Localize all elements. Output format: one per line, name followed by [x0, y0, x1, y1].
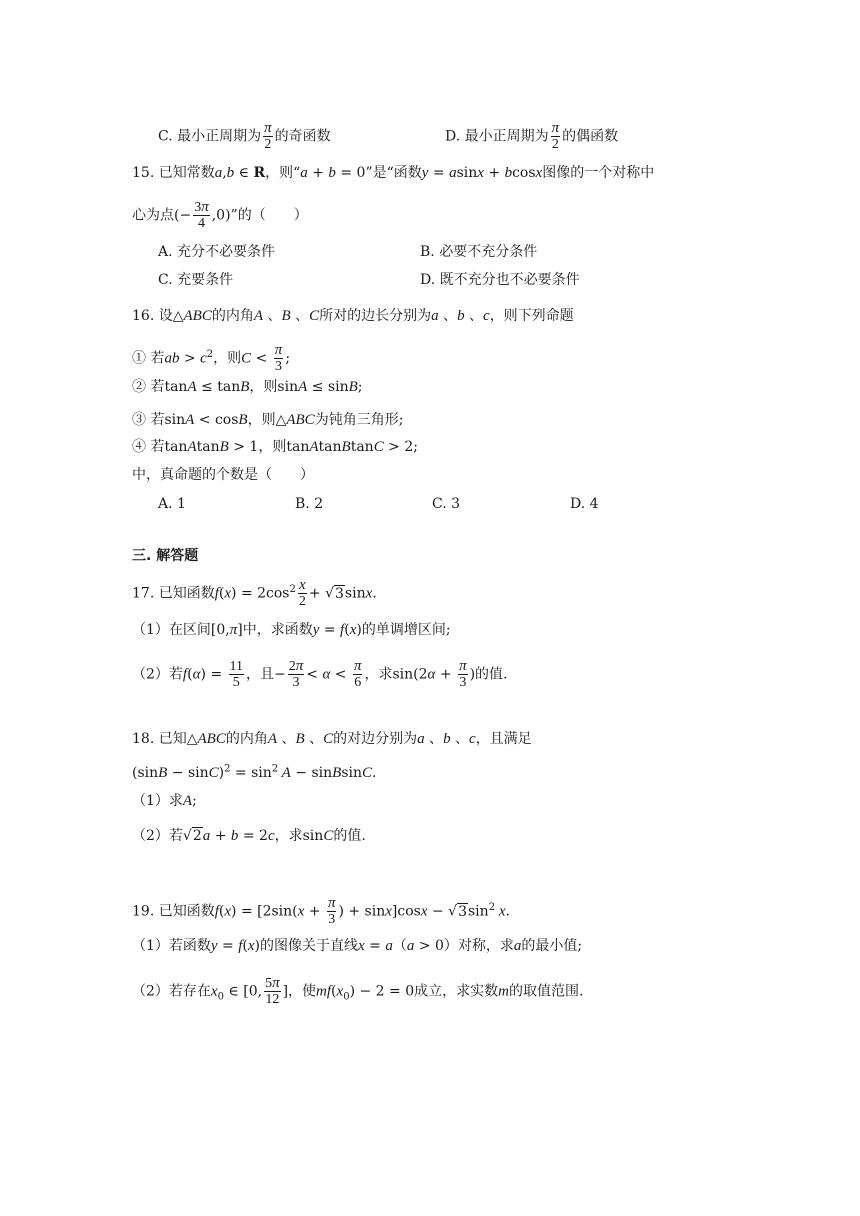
fraction: $\frac{2\pi}{3}$: [288, 658, 304, 690]
q18-text-4: ，且满足: [475, 731, 532, 747]
q14-option-d-text: D. 最小正周期为: [445, 128, 549, 145]
q19-sub-2: （2）若存在$x_0$ ∈ [0, $\frac{5\pi}{12}$ ]，使$mf(x_0) - 2 = 0$成立，求实数m的取值范围.: [132, 975, 584, 1007]
q15-text-2: ，则“: [265, 165, 301, 181]
sub-label: （2）若: [132, 666, 183, 683]
q14-option-c: [158, 121, 331, 152]
q16-text-2: 的内角: [211, 308, 254, 324]
q15-option-d: D. 既不充分也不必要条件: [420, 272, 580, 288]
q15-text-1: 已知常数: [158, 165, 215, 181]
proposition-then: ，则: [249, 379, 278, 395]
q15-text-6: ”的（ ）: [230, 207, 308, 224]
fraction: $\frac{3\pi}{4}$: [194, 199, 209, 231]
proposition-label: ② 若: [132, 379, 165, 395]
q16-stem: 16. 设△ABC的内角A 、B 、C所对的边长分别为a 、b 、c，则下列命题: [132, 308, 574, 324]
q19-sub-1: （1）若函数y = f(x)的图像关于直线x = a（a > 0）对称，求a的最小值;: [132, 938, 583, 954]
sub-text: ，求: [274, 828, 303, 844]
q17-sub-2: （2）若f(α) = $\frac{11}{5}$ ，且− $\frac{2\pi}{3}$ < α < $\frac{\pi}{6}$ ，求sin(2α + $\frac{\pi}{3}$ )的值.: [132, 658, 508, 690]
fraction: $\frac{x}{2}$: [298, 577, 306, 609]
sub-text: 的最小值;: [521, 938, 583, 954]
q15-stem-line2: 心为点(− $\frac{3\pi}{4}$ ,0)”的（ ）: [132, 199, 308, 231]
sub-text: 的值.: [333, 828, 366, 844]
q16-option-b: B. 2: [295, 496, 324, 512]
fraction: $\frac{\pi}{2}$: [551, 120, 560, 152]
q17-sub-1: （1）在区间[0,π]中，求函数y = f(x)的单调增区间;: [132, 622, 451, 638]
fraction: $\frac{\pi}{2}$: [264, 120, 272, 152]
q16-option-c: C. 3: [432, 496, 461, 512]
sub-text: 的取值范围.: [508, 983, 584, 1000]
sub-text: ，且: [246, 666, 275, 683]
proposition-label: ① 若: [132, 350, 165, 367]
proposition-conclusion: 为钝角三角形;: [314, 412, 404, 428]
q15-stem-line1: 15. 已知常数a,b ∈ R，则“a + b = 0”是“函数y = asinx + bcosx图像的一个对称中: [132, 165, 655, 181]
q14-option-c-text: C. 最小正周期为: [158, 128, 262, 145]
q16-option-d: D. 4: [570, 496, 599, 512]
sub-text: 的值.: [475, 666, 508, 683]
q16-proposition-4: ④ 若tanAtanB > 1，则tanAtanBtanC > 2;: [132, 439, 418, 455]
q14-option-d-tail: 的偶函数: [562, 128, 619, 145]
question-number: 17.: [132, 585, 155, 602]
q18-text-3: 的对边分别为: [333, 731, 418, 747]
q15-text-3: ”是“函数: [365, 165, 422, 181]
question-number: 15.: [132, 165, 155, 181]
q18-text-2: 的内角: [225, 731, 268, 747]
q15-text-5: 心为点: [132, 207, 174, 224]
q14-option-d: [445, 121, 618, 152]
fraction: $\frac{5\pi}{12}$: [265, 975, 280, 1007]
sub-label: （2）若: [132, 828, 183, 844]
q19-stem: 19. 已知函数f(x) = [2sin(x + $\frac{\pi}{3}$ ) + $\sin x]\cos x - √3\sin^2$ x.: [132, 895, 510, 927]
q18-sub-1: （1）求A;: [132, 793, 197, 809]
q16-text-3: 所对的边长分别为: [319, 308, 432, 324]
q16-option-a: A. 1: [158, 496, 186, 512]
fraction: $\frac{\pi}{3}$: [459, 658, 467, 690]
q18-stem-line1: 18. 已知△ABC的内角A 、B 、C的对边分别为a 、b 、c，且满足: [132, 731, 532, 747]
q16-text-1: 设△: [158, 308, 184, 324]
fraction: $\frac{\pi}{3}$: [274, 342, 283, 374]
question-number: 18.: [132, 731, 155, 747]
sub-text: ，使: [288, 983, 317, 1000]
fraction: $\frac{\pi}{6}$: [353, 658, 362, 690]
q16-text-4: ，则下列命题: [489, 308, 574, 324]
sub-label: （1）求: [132, 793, 183, 809]
proposition-then: ，则: [213, 350, 242, 367]
sub-text: 成立，求实数: [414, 983, 499, 1000]
q17-text-1: 已知函数: [158, 585, 215, 602]
q19-text-1: 已知函数: [158, 903, 215, 920]
question-number: 16.: [132, 308, 155, 324]
q18-sub-2: （2）若√2a + b = 2c，求sinC的值.: [132, 828, 366, 844]
sub-label: （1）在区间: [132, 622, 211, 638]
sub-text: （: [392, 938, 407, 954]
fraction: $\frac{\pi}{3}$: [327, 895, 336, 927]
sub-text: ，求: [364, 666, 393, 683]
proposition-label: ③ 若: [132, 412, 165, 428]
math: y: [421, 165, 429, 181]
q16-proposition-1: ① 若ab > $c^2$，则C < $\frac{\pi}{3}$ ;: [132, 342, 291, 374]
q18-text-1: 已知△: [158, 731, 198, 747]
fraction: $\frac{11}{5}$: [229, 659, 244, 690]
q17-stem: 17. 已知函数$f(x) = 2\cos^2$ $\frac{x}{2}$ + √3sinx.: [132, 577, 377, 609]
proposition-then: ，则: [258, 439, 287, 455]
question-number: 19.: [132, 903, 155, 920]
proposition-label: ④ 若: [132, 439, 165, 455]
q16-proposition-2: ② 若tanA ≤ tanB，则sinA ≤ sinB;: [132, 379, 363, 395]
q15-option-a: A. 充分不必要条件: [158, 244, 276, 260]
q18-condition: $(\sin B - \sin C)^2 = \sin^2 A$ − sinBsinC.: [132, 763, 377, 781]
sub-text: 的单调增区间;: [361, 622, 451, 638]
math: a: [300, 165, 308, 181]
sub-text: 的图像关于直线: [260, 938, 359, 954]
q15-option-c: C. 充要条件: [158, 272, 234, 288]
sub-label: （2）若存在: [132, 983, 211, 1000]
section-heading: 三. 解答题: [132, 548, 199, 564]
q15-text-4: 图像的一个对称中: [542, 165, 655, 181]
math: a: [214, 165, 223, 181]
proposition-then: ，则△: [247, 412, 287, 428]
sub-label: （1）若函数: [132, 938, 211, 954]
sub-text: ）对称，求: [443, 938, 514, 954]
q16-proposition-3: ③ 若sinA < cosB，则△ABC为钝角三角形;: [132, 412, 404, 428]
q16-ask: 中，真命题的个数是（ ）: [132, 467, 314, 483]
q15-option-b: B. 必要不充分条件: [420, 244, 538, 260]
sub-text: 中，求函数: [242, 622, 313, 638]
q14-option-c-tail: 的奇函数: [274, 128, 331, 145]
